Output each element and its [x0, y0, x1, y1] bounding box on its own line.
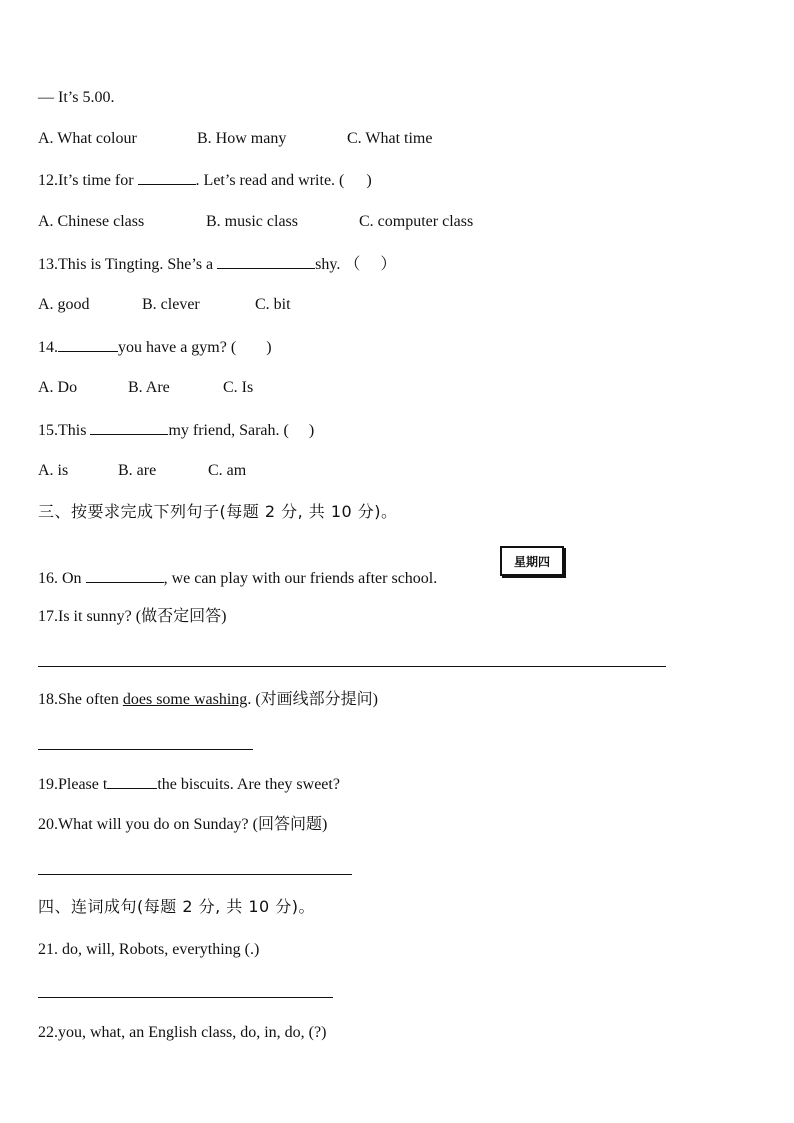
q13-blank[interactable]	[217, 254, 315, 269]
q22-question: 22.you, what, an English class, do, in, do, (?)	[38, 1024, 327, 1041]
q13-text-pre: 13.This is Tingting. She’s a	[38, 256, 218, 273]
section-3-heading: 三、按要求完成下列句子(每题 2 分, 共 10 分)。	[38, 502, 398, 521]
q14-blank[interactable]	[58, 337, 118, 352]
q16-blank[interactable]	[86, 568, 164, 583]
q18-underlined-phrase: does some washing	[122, 691, 248, 708]
section-4-heading: 四、连词成句(每题 2 分, 共 10 分)。	[38, 897, 316, 916]
q12-options	[38, 212, 473, 232]
q12-question	[38, 170, 372, 191]
q12-option-c: C. computer class	[359, 213, 474, 230]
q13-option-a: A. good	[38, 296, 90, 313]
q13-text-post: shy. （	[315, 256, 361, 273]
q19-text-post: the biscuits. Are they sweet?	[157, 776, 340, 793]
q12-close: )	[366, 172, 372, 189]
q12-text-pre: 12.It’s time for	[38, 172, 138, 189]
q17-question: 17.Is it sunny? (做否定回答)	[38, 608, 227, 625]
q18-text-pre: 18.She often	[38, 691, 123, 708]
q14-options	[38, 378, 253, 398]
q20-answer-line[interactable]	[38, 874, 352, 875]
q13-options	[38, 295, 291, 315]
q19-blank[interactable]	[107, 774, 157, 789]
q15-options	[38, 461, 246, 481]
q13-option-b: B. clever	[142, 296, 200, 313]
q12-option-a: A. Chinese class	[38, 213, 145, 230]
q18-answer-line[interactable]	[38, 749, 253, 750]
q19-text-pre: 19.Please t	[38, 776, 108, 793]
q14-option-c: C. Is	[223, 379, 254, 396]
q15-text-pre: 15.This	[38, 422, 91, 439]
q20-question: 20.What will you do on Sunday? (回答问题)	[38, 816, 328, 833]
q11-option-c: C. What time	[347, 130, 433, 147]
q19-question	[38, 774, 340, 795]
q17-answer-line[interactable]	[38, 666, 666, 667]
q21-question: 21. do, will, Robots, everything (.)	[38, 941, 260, 958]
q15-close: )	[308, 422, 315, 439]
q14-text-pre: 14.	[38, 339, 58, 356]
q11-options	[38, 129, 432, 149]
q14-close: )	[266, 339, 272, 356]
q15-option-a: A. is	[38, 462, 69, 479]
q11-option-a: A. What colour	[38, 130, 137, 147]
q14-option-a: A. Do	[38, 379, 78, 396]
q14-question	[38, 337, 272, 358]
q15-option-b: B. are	[118, 462, 157, 479]
q11-answer-line: — It’s 5.00.	[38, 89, 115, 106]
q18-question	[38, 690, 378, 710]
q15-option-c: C. am	[208, 462, 247, 479]
thursday-calendar-icon	[500, 546, 564, 576]
q13-close: ）	[380, 256, 397, 273]
q18-text-post: . (对画线部分提问)	[247, 691, 378, 708]
q21-answer-line[interactable]	[38, 997, 333, 998]
q15-text-post: my friend, Sarah. (	[168, 422, 289, 439]
calendar-label: 星期四	[513, 554, 550, 569]
q15-question	[38, 420, 314, 441]
q15-blank[interactable]	[90, 420, 168, 435]
q12-blank[interactable]	[138, 170, 196, 185]
q16-question	[38, 568, 437, 589]
q13-question	[38, 254, 396, 275]
q14-option-b: B. Are	[128, 379, 170, 396]
q16-text-pre: 16. On	[38, 570, 86, 587]
q16-text-post: , we can play with our friends after school.	[163, 570, 438, 587]
q12-option-b: B. music class	[206, 213, 298, 230]
q14-text-post: you have a gym? (	[118, 339, 237, 356]
q11-option-b: B. How many	[197, 130, 287, 147]
q13-option-c: C. bit	[255, 296, 291, 313]
q12-text-post: . Let’s read and write. (	[195, 172, 345, 189]
